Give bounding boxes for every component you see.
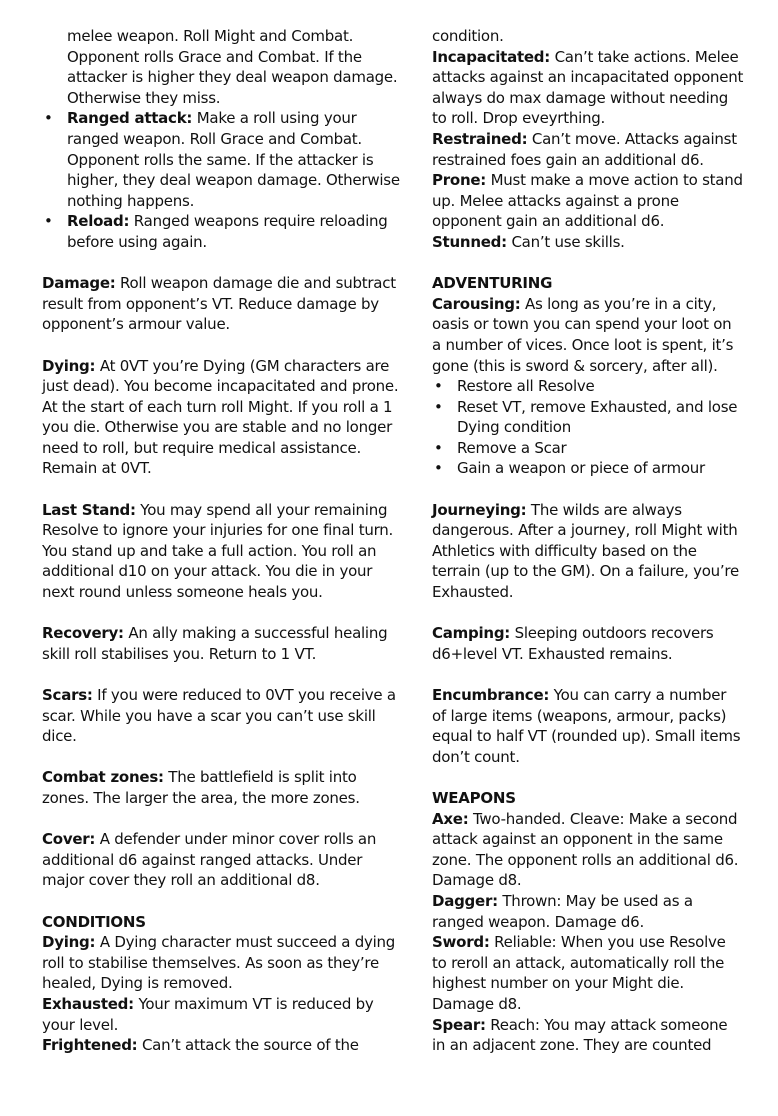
rule-dying (42, 356, 402, 480)
section-heading-weapons: WEAPONS (432, 788, 516, 807)
spacer (42, 479, 402, 500)
rule-term: Frightened: (42, 1036, 138, 1055)
rule-term: Scars: (42, 686, 93, 704)
rule-text: Two-handed. Cleave: Make a second attack against an opponent in the same zone. The opponent rolls an additional d6. Damage d8. (432, 809, 739, 890)
rule-text: As long as you’re in a city, oasis or town you can spend your loot on a number of vices. Once loot is spent, it’s gone (this is sword & sorcery, after all). (432, 294, 734, 375)
left-column (42, 26, 402, 1056)
section-heading-adventuring: ADVENTURING (432, 274, 553, 293)
condition-dying (42, 932, 402, 994)
condition-stunned (432, 232, 744, 253)
rule-term: Dying: (42, 933, 96, 952)
spacer (42, 809, 402, 830)
rule-camping (432, 623, 744, 664)
rule-text: You may spend all your remaining Resolve to ignore your injuries for one final turn. You stand up and take a full action. You roll an additional d10 on your attack. You die in your next round unless someone heals you. (42, 500, 394, 602)
list-item: • Gain a weapon or piece of armour (432, 458, 744, 479)
rule-text: At 0VT you’re Dying (GM characters are just dead). You become incapacitated and prone. At the start of each turn roll Might. If you roll a 1 you die. Otherwise you are stable and no longer need to roll, but require medical assistance. Remain at 0VT. (42, 356, 399, 478)
rule-text: Reach: You may attack someone in an adjacent zone. They are counted (432, 1015, 728, 1055)
list-item-reload (42, 211, 402, 252)
rule-term: Carousing: (432, 294, 521, 313)
rule-term: Journeying: (432, 500, 527, 519)
condition-incapacitated (432, 47, 744, 129)
rule-text: Reliable: When you use Resolve to reroll an attack, automatically roll the highest number on your Might die. Damage d8. (432, 933, 726, 1013)
rule-last-stand (42, 500, 402, 603)
frightened-continuation: condition. (432, 27, 504, 45)
rule-text: Must make a move action to stand up. Melee attacks against a prone opponent gain an additional d6. (432, 171, 743, 231)
spacer (432, 253, 744, 274)
list-item: • Remove a Scar (432, 438, 744, 459)
rule-term: Restrained: (432, 129, 528, 148)
rule-text: Ranged weapons require reloading before using again. (67, 212, 388, 251)
weapon-axe (432, 809, 744, 891)
melee-attack-continuation: melee weapon. Roll Might and Combat. Opponent rolls Grace and Combat. If the attacker is higher they deal weapon damage. Otherwise they miss. (67, 27, 398, 107)
condition-frightened (42, 1035, 402, 1056)
weapon-sword (432, 932, 744, 1014)
spacer (42, 747, 402, 768)
rule-text: Can’t use skills. (506, 232, 625, 251)
rule-term: Recovery: (42, 624, 124, 643)
spacer (42, 335, 402, 356)
rule-text: You can carry a number of large items (weapons, armour, packs) equal to half VT (rounded up). Small items don’t count. (432, 686, 741, 766)
rule-text: Make a roll using your ranged weapon. Roll Grace and Combat. Opponent rolls the same. If the attacker is higher, they deal weapon damage. Otherwise nothing happens. (67, 109, 400, 210)
rule-term: Dying: (42, 356, 96, 375)
rule-term: Axe: (432, 809, 469, 828)
rule-text: If you were reduced to 0VT you receive a scar. While you have a scar you can’t use skill dice. (42, 686, 396, 746)
rule-term: Last Stand: (42, 500, 136, 519)
rule-carousing (432, 294, 744, 376)
rule-text: Roll weapon damage die and subtract result from opponent’s VT. Reduce damage by opponent’s armour value. (42, 274, 396, 334)
rule-term: Damage: (42, 274, 116, 293)
rule-encumbrance (432, 685, 744, 767)
rule-term: Stunned: (432, 232, 507, 251)
rule-text: Can’t attack the source of the (137, 1036, 359, 1055)
condition-exhausted (42, 994, 402, 1035)
list-item: • Reset VT, remove Exhausted, and lose Dying condition (432, 397, 744, 438)
spacer (432, 664, 744, 685)
spacer (432, 603, 744, 624)
rule-text: The wilds are always dangerous. After a journey, roll Might with Athletics with difficulty based on the terrain (up to the GM). On a failure, you’re Exhausted. (432, 500, 739, 602)
rule-term: Encumbrance: (432, 686, 550, 704)
rule-text: A defender under minor cover rolls an additional d6 against ranged attacks. Under major cover they roll an additional d8. (42, 830, 377, 890)
rule-journeying (432, 500, 744, 603)
rule-damage (42, 273, 402, 335)
condition-prone (432, 170, 744, 232)
rule-term: Prone: (432, 171, 487, 190)
rule-term: Incapacitated: (432, 47, 551, 66)
rule-term: Camping: (432, 624, 511, 643)
rule-text: Your maximum VT is reduced by your level. (42, 994, 374, 1034)
rule-term: Exhausted: (42, 994, 134, 1013)
rule-text: The battlefield is split into zones. The larger the area, the more zones. (42, 768, 360, 807)
spacer (42, 664, 402, 685)
right-column (432, 26, 744, 1056)
weapon-spear (432, 1015, 744, 1056)
list-item-ranged-attack (42, 108, 402, 211)
rule-text: Can’t move. Attacks against restrained foes gain an additional d6. (432, 129, 737, 169)
rule-text: Can’t take actions. Melee attacks against an incapacitated opponent always do max damage without needing to roll. Drop eveyrthing. (432, 47, 744, 128)
spacer (432, 767, 744, 788)
rule-term: Ranged attack: (67, 109, 193, 128)
rule-term: Combat zones: (42, 768, 164, 787)
section-heading-conditions: CONDITIONS (42, 912, 146, 931)
condition-restrained (432, 129, 744, 170)
rule-text: Thrown: May be used as a ranged weapon. Damage d6. (432, 891, 693, 931)
rule-combat-zones (42, 767, 402, 808)
spacer (42, 253, 402, 274)
rule-scars (42, 685, 402, 747)
weapon-dagger (432, 891, 744, 932)
rule-term: Cover: (42, 830, 96, 849)
spacer (42, 891, 402, 912)
rule-text: Sleeping outdoors recovers d6+level VT. Exhausted remains. (432, 624, 714, 663)
list-item: • Restore all Resolve (432, 376, 744, 397)
rule-text: A Dying character must succeed a dying roll to stabilise themselves. As soon as they’re healed, Dying is removed. (42, 933, 396, 993)
spacer (42, 603, 402, 624)
rule-recovery (42, 623, 402, 664)
spacer (432, 479, 744, 500)
rule-term: Dagger: (432, 891, 498, 910)
rule-term: Reload: (67, 212, 130, 231)
rule-text: An ally making a successful healing skill roll stabilises you. Return to 1 VT. (42, 624, 388, 663)
carousing-list (432, 376, 744, 479)
rule-cover (42, 829, 402, 891)
rule-term: Sword: (432, 933, 490, 952)
attack-list (42, 108, 402, 252)
rule-term: Spear: (432, 1015, 486, 1034)
